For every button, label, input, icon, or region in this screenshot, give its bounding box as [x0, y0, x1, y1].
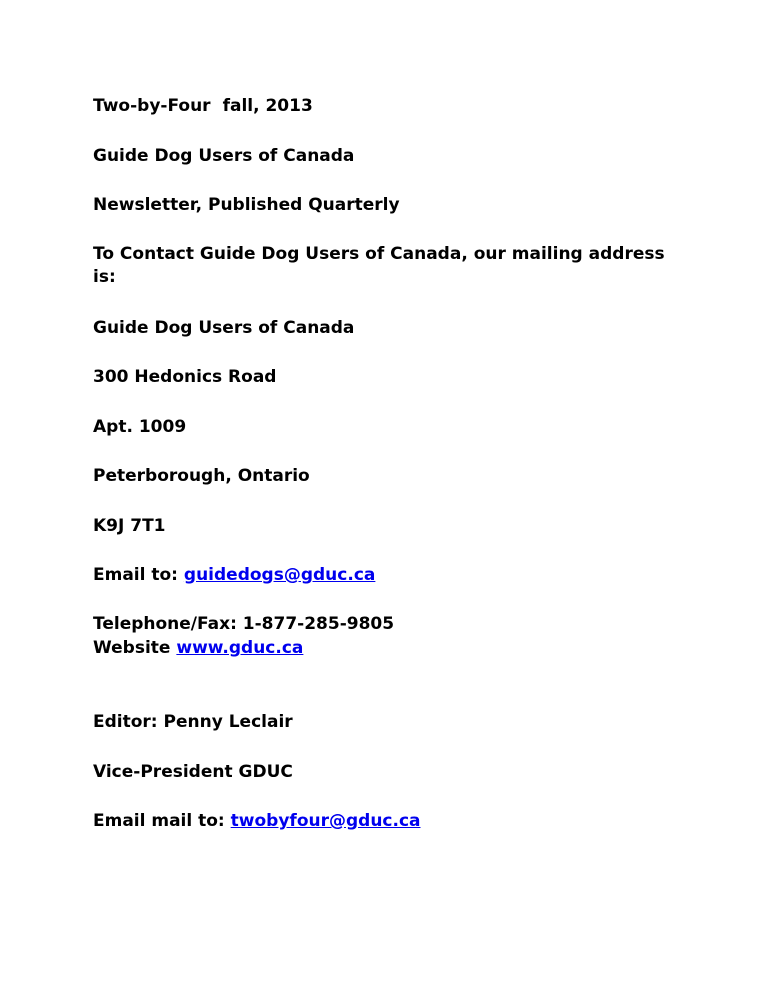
- newsletter-issue: fall, 2013: [222, 96, 313, 116]
- contact-intro: To Contact Guide Dog Users of Canada, our mailing address is:: [93, 244, 665, 287]
- newsletter-tagline: Newsletter, Published Quarterly: [93, 195, 400, 215]
- newsletter-name: Two-by-Four: [93, 96, 211, 116]
- website-label: Website: [93, 638, 171, 658]
- phone-line: [93, 613, 394, 636]
- address-city: Peterborough, Ontario: [93, 466, 310, 486]
- email-line: [93, 564, 375, 587]
- newsletter-title: [93, 95, 313, 118]
- address-postal: K9J 7T1: [93, 516, 166, 536]
- website-link[interactable]: www.gduc.ca: [176, 638, 304, 658]
- editor-email-link[interactable]: twobyfour@gduc.ca: [230, 811, 421, 831]
- phone-number: 1-877-285-9805: [242, 614, 395, 634]
- address-unit: Apt. 1009: [93, 417, 187, 437]
- organization-name: Guide Dog Users of Canada: [93, 146, 355, 166]
- editor-email-label: Email mail to:: [93, 811, 225, 831]
- editor-line: Editor: Penny Leclair: [93, 712, 293, 732]
- website-line: [93, 637, 303, 660]
- editor-email-line: [93, 810, 421, 833]
- phone-label: Telephone/Fax:: [93, 614, 237, 634]
- address-name: Guide Dog Users of Canada: [93, 318, 355, 338]
- email-link[interactable]: guidedogs@gduc.ca: [183, 565, 376, 585]
- address-street: 300 Hedonics Road: [93, 367, 277, 387]
- editor-role: Vice-President GDUC: [93, 762, 293, 782]
- email-label: Email to:: [93, 565, 178, 585]
